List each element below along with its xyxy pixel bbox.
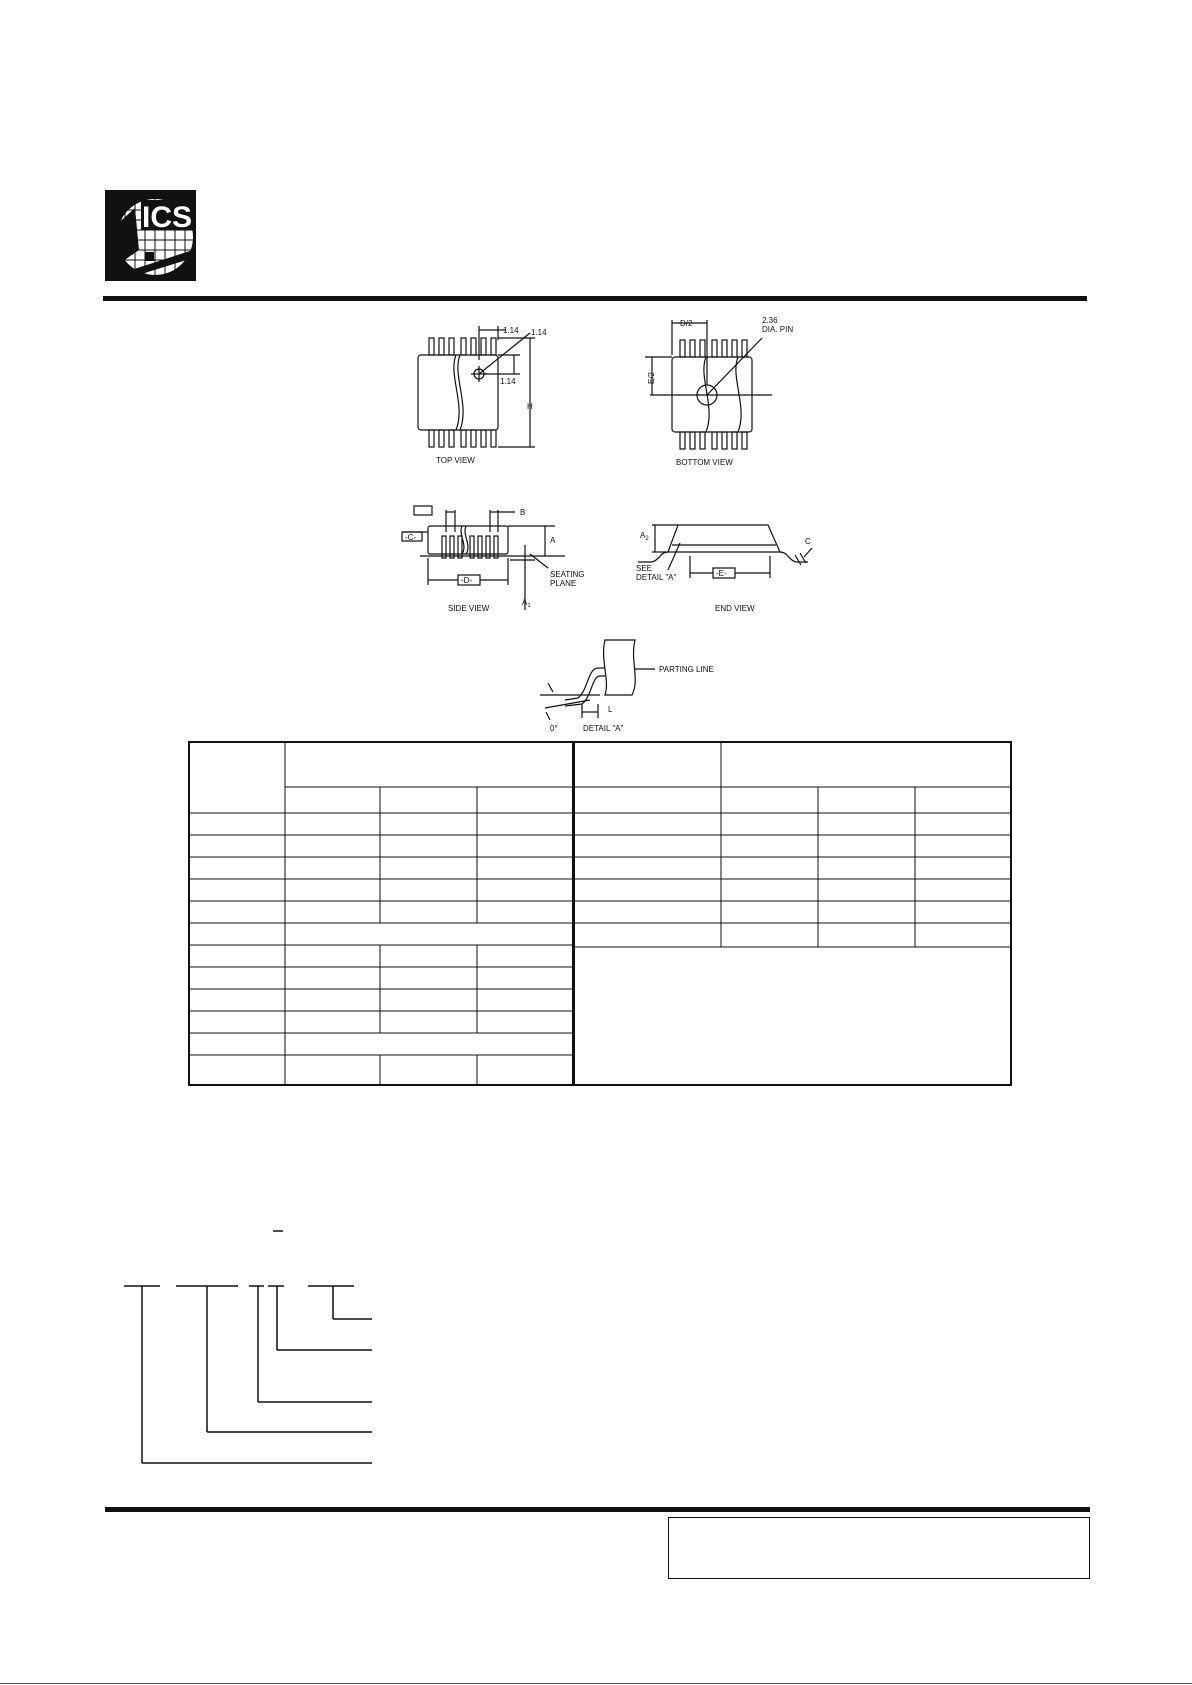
datum-c: -C- (405, 533, 417, 542)
footer-note-box (668, 1517, 1090, 1579)
top-view-label: TOP VIEW (436, 456, 475, 465)
dim-h: H (527, 402, 533, 411)
dim-a2: $A_2$ (640, 531, 649, 542)
package-drawing (0, 300, 1192, 740)
dimensions-table-left (190, 743, 572, 1084)
bottom-view-label: BOTTOM VIEW (676, 458, 733, 467)
dim-114-b: 1.14 (531, 328, 547, 337)
company-logo (105, 190, 196, 281)
seating-label-1: SEATING (550, 570, 585, 579)
dim-dia-value: 2.36 (762, 316, 778, 325)
dim-d2: D/2 (680, 319, 693, 328)
detail-a-drawing (540, 640, 655, 720)
datum-d: -D- (461, 576, 473, 585)
dim-114-a: 1.14 (503, 326, 519, 335)
top-view-package (418, 326, 535, 447)
dimensions-table-right (575, 743, 1010, 1084)
bottom-view-package (645, 320, 772, 449)
page-bottom-rule (0, 1683, 1192, 1684)
seating-label-2: PLANE (550, 579, 577, 588)
datum-e: -E- (716, 569, 727, 578)
parting-line-label: PARTING LINE (659, 665, 714, 674)
dim-l: L (608, 705, 613, 714)
side-view-package (403, 510, 565, 610)
angle-label: 0° (550, 724, 558, 733)
side-view-label: SIDE VIEW (448, 604, 490, 613)
see-detail-2: DETAIL "A" (636, 573, 677, 582)
dim-e2: E/2 (647, 371, 656, 384)
dim-dia-label: DIA. PIN (762, 325, 794, 334)
see-detail-1: SEE (636, 564, 653, 573)
ordering-code-diagram (0, 1220, 1192, 1470)
logo-text: ICS (141, 201, 193, 234)
dim-114-c: 1.14 (500, 377, 516, 386)
footer-rule (105, 1507, 1090, 1512)
dim-b: B (520, 508, 526, 517)
detail-a-label: DETAIL "A" (583, 724, 624, 733)
dim-a: A (550, 536, 556, 545)
dim-a1: $A_1$ (522, 598, 531, 609)
end-view-label: END VIEW (715, 604, 755, 613)
dim-c: C (805, 537, 811, 546)
